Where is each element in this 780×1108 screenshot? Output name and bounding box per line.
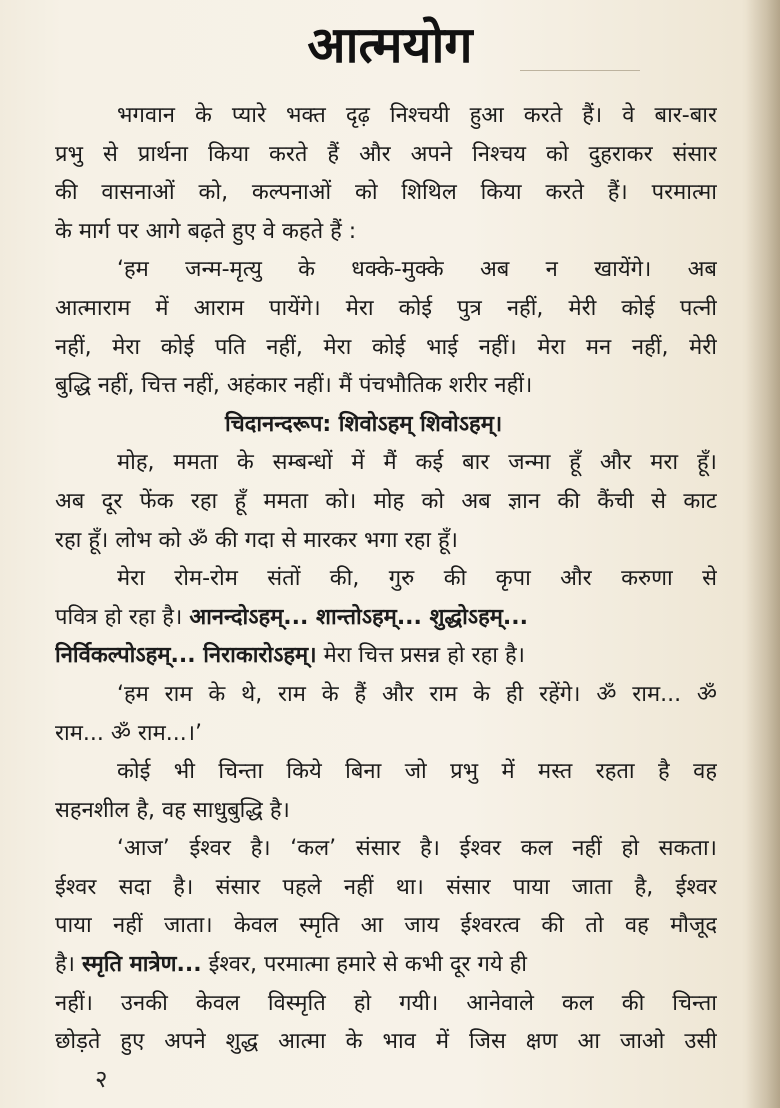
text-line: प्रभु से प्रार्थना किया करते हैं और अपने निश्चय को दुहराकर संसार [55, 141, 717, 167]
text-line: रहा हूँ। लोभ को ॐ की गदा से मारकर भगा रहा हूँ। [55, 527, 458, 553]
body-text [55, 97, 717, 1062]
text-line: के मार्ग पर आगे बढ़ते हुए वे कहते हैं : [55, 218, 357, 244]
mantra-line: चिदानन्दरूप: शिवोऽहम् शिवोऽहम्। [225, 411, 503, 437]
mantra-segment: स्मृति मात्रेण... [82, 952, 202, 978]
mantra-segment: आनन्दोऽहम्... शान्तोऽहम्... शुद्धोऽहम्... [189, 604, 528, 630]
text-line: मेरा रोम-रोम संतों की, गुरु की कृपा और करुणा से [117, 566, 717, 592]
text-line: की वासनाओं को, कल्पनाओं को शिथिल किया करते हैं। परमात्मा [55, 180, 717, 206]
page-number: २ [95, 1065, 108, 1093]
text-line: भगवान के प्यारे भक्त दृढ़ निश्चयी हुआ करते हैं। वे बार-बार [117, 103, 717, 128]
text-line [55, 599, 717, 638]
text-line: बुद्धि नहीं, चित्त नहीं, अहंकार नहीं। मैं पंचभौतिक शरीर नहीं। [55, 373, 533, 399]
text-line: ‘हम जन्म-मृत्यु के धक्के-मुक्के अब न खायेंगे। अब [117, 257, 717, 283]
text-line: पाया नहीं जाता। केवल स्मृति आ जाय ईश्वरत्व की तो वह मौजूद [55, 913, 717, 939]
text-line: छोड़ते हुए अपने शुद्ध आत्मा के भाव में जिस क्षण आ जाओ उसी [55, 1029, 717, 1055]
text-segment: ईश्वर, परमात्मा हमारे से कभी दूर गये ही [208, 952, 528, 978]
text-segment: मेरा चित्त प्रसन्न हो रहा है। [323, 643, 525, 669]
mantra-segment: निर्विकल्पोऽहम्... निराकारोऽहम्। [55, 643, 317, 669]
text-line: सहनशील है, वह साधुबुद्धि है। [55, 797, 290, 823]
title-divider [520, 70, 640, 71]
text-line: आत्माराम में आराम पायेंगे। मेरा कोई पुत्र नहीं, मेरी कोई पत्नी [55, 295, 717, 321]
page-edge-shadow [746, 0, 780, 1108]
text-segment: पवित्र हो रहा है। [55, 604, 183, 630]
text-line [55, 637, 717, 676]
text-line: अब दूर फेंक रहा हूँ ममता को। मोह को अब ज्ञान की कैंची से काट [55, 488, 717, 514]
text-line: ‘आज’ ईश्वर है। ‘कल’ संसार है। ईश्वर कल नहीं हो सकता। [117, 836, 717, 862]
text-segment: है। [55, 952, 76, 978]
text-line [55, 946, 717, 985]
text-line: नहीं, मेरा कोई पति नहीं, मेरा कोई भाई नहीं। मेरा मन नहीं, मेरी [55, 334, 717, 360]
text-line: ‘हम राम के थे, राम के हैं और राम के ही रहेंगे। ॐ राम... ॐ [117, 681, 717, 707]
text-line: मोह, ममता के सम्बन्धों में मैं कई बार जन्मा हूँ और मरा हूँ। [117, 450, 717, 476]
chapter-title: आत्मयोग [307, 16, 473, 74]
text-line: नहीं। उनकी केवल विस्मृति हो गयी। आनेवाले कल की चिन्ता [55, 990, 717, 1016]
text-line: राम... ॐ राम...।’ [55, 720, 203, 746]
text-line: ईश्वर सदा है। संसार पहले नहीं था। संसार पाया जाता है, ईश्वर [55, 874, 717, 900]
text-line: कोई भी चिन्ता किये बिना जो प्रभु में मस्त रहता है वह [117, 759, 717, 785]
